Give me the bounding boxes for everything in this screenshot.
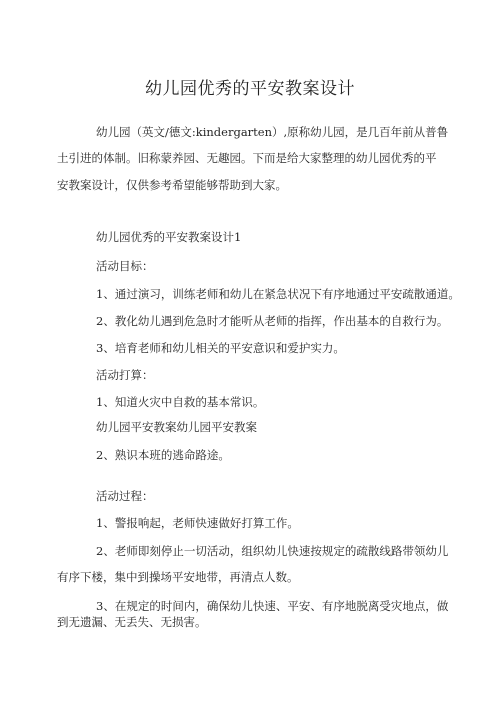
prep-item-2: 2、熟识本班的逃命路途。 [96,448,230,462]
prep-item-1: 1、知道火灾中自救的基本常识。 [96,395,265,409]
goal-item-3: 3、培育老师和幼儿相关的平安意识和爱护实力。 [96,341,345,355]
process-step-2-line-1: 2、老师即刻停止一切活动，组织幼儿快速按规定的疏散线路带领幼儿 [96,544,449,558]
goals-label: 活动目标： [96,259,154,273]
process-step-3-line-2: 到无遗漏、无丢失、无损害。 [57,615,207,629]
process-label: 活动过程： [96,489,154,503]
prep-note: 幼儿园平安教案幼儿园平安教案 [96,420,257,434]
process-step-3-line-1: 3、在规定的时间内，确保幼儿快速、平安、有序地脱离受灾地点，做 [96,599,449,613]
section-heading: 幼儿园优秀的平安教案设计1 [96,230,242,244]
prep-label: 活动打算： [96,368,154,382]
intro-line-2: 土引进的体制。旧称蒙养园、无趣园。下而是给大家整理的幼儿园优秀的平 [57,151,437,165]
process-step-2-line-2: 有序下楼，集中到操场平安地带，再清点人数。 [57,570,299,584]
process-step-1: 1、警报响起，老师快速做好打算工作。 [96,516,299,530]
goal-item-1: 1、通过演习，训练老师和幼儿在紧急状况下有序地通过平安疏散通道。 [96,287,460,301]
intro-line-3: 安教案设计，仅供参考希望能够帮助到大家。 [57,178,287,192]
goal-item-2: 2、教化幼儿遇到危急时才能听从老师的指挥，作出基本的自救行为。 [96,314,449,328]
document-title: 幼儿园优秀的平安教案设计 [145,79,355,99]
intro-line-1: 幼儿园（英文/德文:kindergarten）,原称幼儿园，是几百年前从普鲁 [96,125,449,139]
